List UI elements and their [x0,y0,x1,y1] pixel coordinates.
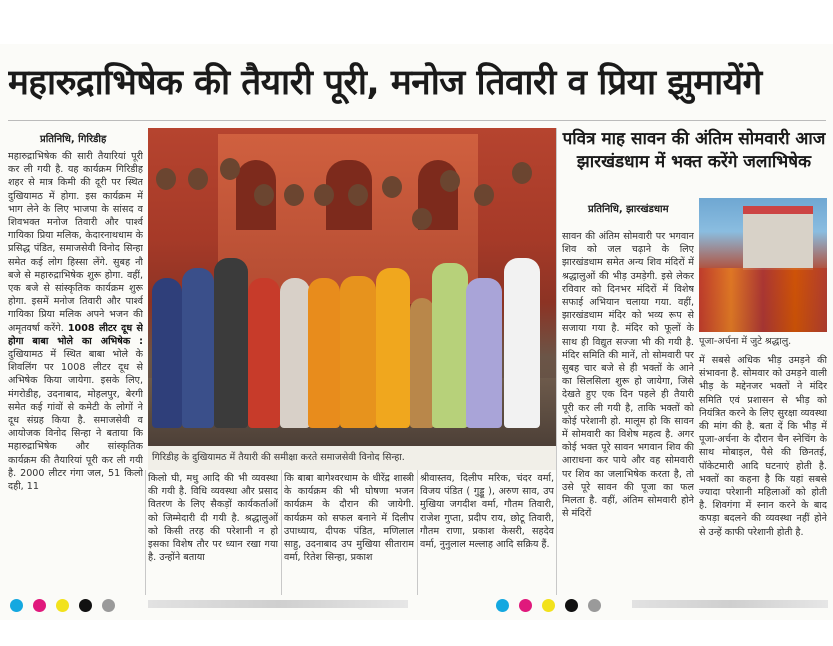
byline-right: प्रतिनिधि, झारखंडधाम [588,204,669,215]
scan-top-margin [0,0,833,44]
article-col-2: किलो घी, मधु आदि की भी व्यवस्था की गयी है. विधि व्यवस्था और प्रसाद वितरण के लिए सैकड़ों कार्यकर्ताओं को जिम्मेदारी दी गयी है. श्रद्धालुओं को किसी तरह की परेशानी न हो इसका विशेष तौर पर ध्यान रखा गया है. उन्होंने बताया [148,473,278,564]
page-headline: महारुद्राभिषेक की तैयारी पूरी, मनोज तिवारी व प्रिया झुमायेंगे [8,63,762,103]
scan-strip-right [632,600,828,608]
devotees-photo-caption: पूजा-अर्चना में जुटे श्रद्धालु. [699,336,792,347]
col1-paragraph-1: महारुद्राभिषेक की सारी तैयारियां पूरी कर ली गयी है. यह कार्यक्रम गिरिडीह शहर से मात्र किमी की दूरी पर स्थित दुखियामठ में होगा. इस कार्यक्रम में भाग लेने के लिए भाजपा के सांसद व शिवभक्त मनोज तिवारी और पार्श्व गायिका प्रिया मलिक, केदारनाथधाम के प्रसिद्ध पंडित, समाजसेवी विनोद सिन्हा समेत कई लोग हिस्सा लेंगे. सुबह नौ बजे से महारुद्राभिषेक शुरू होगा. वहीं, एक बजे से सांस्कृतिक कार्यक्रम शुरू होगा. इसमें मनोज तिवारी और पार्श्व गायिका प्रिया मलिक अपने भजन की अमृतवर्षा करेंगे. [8,151,143,334]
article-col-4: श्रीवास्तव, दिलीप मरिक, चंदर वर्मा, विजय पंडित ( गुड्डू ), अरुण साव, उप मुखिया जगदीश वर्मा, गौतम तिवारी, राजेश गुप्ता, प्रदीप राय, छोटू तिवारी, गौतम राणा, प्रकाश केसरी, सहदेव वर्मा, नुनुलाल मल्लाह आदि सक्रिय हैं. [420,473,554,551]
yellow-dot-icon [56,599,69,612]
col1-subheading: 1008 लीटर दूध से होगा बाबा भोले का अभिषेक : [8,322,143,347]
cyan-dot-icon [10,599,23,612]
magenta-dot-icon [519,599,532,612]
magenta-dot-icon [33,599,46,612]
black-dot-icon [79,599,92,612]
article-col-3: कि बाबा बागेश्वरधाम के धीरेंद्र शास्त्री के कार्यक्रम की भी घोषणा भजन कार्यक्रम के दौरान की जायेगी. कार्यक्रम को सफल बनाने में दिलीप उपाध्याय, दीपक पंडित, मणिलाल साहु, उदनाबाद उप मुखिया सीताराम वर्मा, रितेश सिन्हा, प्रकाश [284,473,414,564]
right-article-col-2: में सबसे अधिक भीड़ उमड़ने की संभावना है. सोमवार को उमड़ने वाली भीड़ के मद्देनजर भक्तों ने मंदिर समिति एवं प्रशासन से भीड़ को नियंत्रित करने के लिए सुरक्षा व्यवस्था की मांग की है. बता दें कि भीड़ में पूजा-अर्चना के दौरान चैन स्नेचिंग के साथ मोबाइल, पैसे की छिनतई, पॉकेटमारी आदि घटनाएं होती है. भक्तों का कहना है कि यहां सबसे ज्यादा परेशानी महिलाओं को होती है. शिवगंगा में स्नान करने के बाद कपड़ा बदलने की व्यवस्था नहीं होने से उन्हें काफी परेशानी होती है. [699,355,827,538]
black-dot-icon [565,599,578,612]
devotees-photo [699,198,827,332]
right-article-headline: पवित्र माह सावन की अंतिम सोमवारी आज झारखंडधाम में भक्त करेंगे जलाभिषेक [562,129,826,172]
registration-marks-right [496,597,611,611]
registration-marks-left [10,597,125,611]
right-article-col-1: सावन की अंतिम सोमवारी पर भगवान शिव को जल चढ़ाने के लिए झारखंडधाम समेत अन्य शिव मंदिरों में श्रद्धालुओं की भीड़ उमड़ेगी. इसे लेकर रविवार को दिनभर मंदिरों में विशेष सफाई अभियान चलाया गया. वहीं, झारखंडधाम मंदिर को भव्य रूप से सजाया गया है. मंदिर को फूलों के साथ ही विद्युत सज्जा भी की गयी है. मंदिर समिति की मानें, तो सोमवारी पर सुबह चार बजे से ही भक्तों के आने का सिलसिला शुरू हो जायेगा, जिसे देखते हुए एक दिन पहले ही तैयारी पूरी कर ली गयी है, ताकि भक्तों को कोई परेशानी हो. मालूम हो कि सावन में सोमवारी का विशेष महत्व है. अगर कोई भक्त पूरे सावन भगवान शिव की आराधना कर पाये और वह सोमवारी पर शिव का जलाभिषेक करता है, तो उसे पूरे सावन की पूजा का फल मिलता है. वहीं, अंतिम सोमवारी होने से मंदिरों [562,231,694,520]
gray-dot-icon [102,599,115,612]
yellow-dot-icon [542,599,555,612]
gray-dot-icon [588,599,601,612]
main-photo-caption: गिरिडीह के दुखियामठ में तैयारी की समीक्षा करते समाजसेवी विनोद सिन्हा. [148,446,556,470]
scan-bottom-margin [0,620,833,646]
article-col-1 [8,150,143,595]
right-article-header [558,128,830,198]
col1-paragraph-2: दुखियामठ में स्थित बाबा भोले के शिवलिंग पर 1008 लीटर दूध से अभिषेक किया जायेगा. इसके लिए, मंगरोडीह, उदनाबाद, मोहलपुर, बेरगी समेत कई गांवों से कमेटी के लोगों ने दूध संग्रह किया है. समाजसेवी व आयोजक विनोद सिन्हा ने बताया कि महारुद्राभिषेक और सांस्कृतिक कार्यक्रम की तैयारियां पूरी कर ली गयी है. 2000 लीटर गंगा जल, 51 किलो दही, 11 [8,349,143,493]
main-photo [148,128,556,446]
headline-rule [8,120,826,121]
byline-left: प्रतिनिधि, गिरिडीह [40,134,107,145]
scan-strip-left [148,600,408,608]
cyan-dot-icon [496,599,509,612]
